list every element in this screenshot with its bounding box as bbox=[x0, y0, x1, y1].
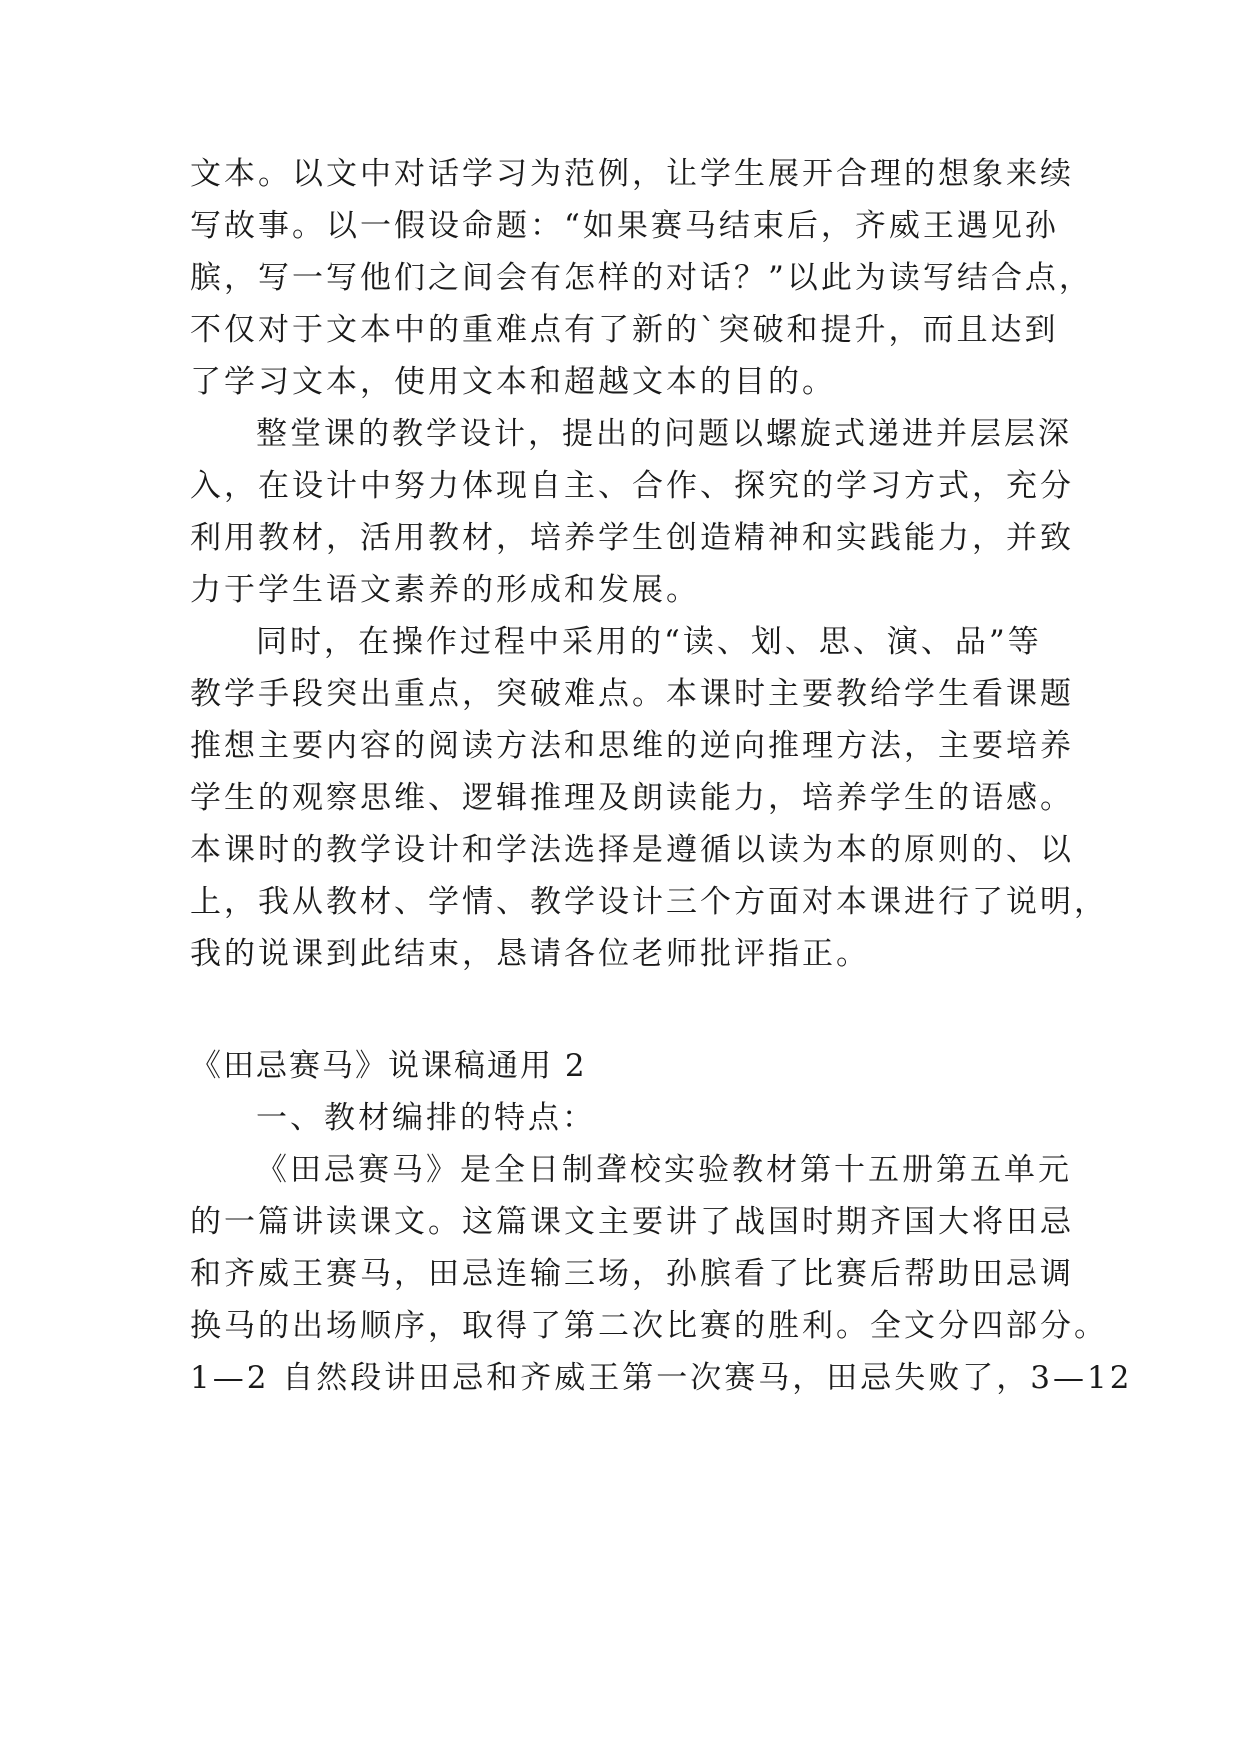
text-line: 和齐威王赛马，田忌连输三场，孙膑看了比赛后帮助田忌调 bbox=[190, 1256, 1074, 1292]
text-line: 入，在设计中努力体现自主、合作、探究的学习方式，充分 bbox=[190, 468, 1074, 504]
text-line: 力于学生语文素养的形成和发展。 bbox=[190, 572, 700, 608]
text-line: 了学习文本，使用文本和超越文本的目的。 bbox=[190, 364, 836, 400]
text-line: 写故事。以一假设命题：“如果赛马结束后，齐威王遇见孙 bbox=[190, 208, 1059, 244]
text-line: 学生的观察思维、逻辑推理及朗读能力，培养学生的语感。 bbox=[190, 780, 1074, 816]
text-line: 教学手段突出重点，突破难点。本课时主要教给学生看课题 bbox=[190, 676, 1074, 712]
text-line: 换马的出场顺序，取得了第二次比赛的胜利。全文分四部分。 bbox=[190, 1308, 1108, 1344]
text-line: 的一篇讲读课文。这篇课文主要讲了战国时期齐国大将田忌 bbox=[190, 1204, 1074, 1240]
section-heading: 一、教材编排的特点： bbox=[256, 1100, 596, 1136]
document-page bbox=[190, 148, 1133, 1404]
paragraph-methods bbox=[190, 616, 1108, 980]
text-line: 同时，在操作过程中采用的“读、划、思、演、品”等 bbox=[256, 624, 1042, 660]
text-line: 文本。以文中对话学习为范例，让学生展开合理的想象来续 bbox=[190, 156, 1074, 192]
text-line: 利用教材，活用教材，培养学生创造精神和实践能力，并致 bbox=[190, 520, 1074, 556]
text-line: 不仅对于文本中的重难点有了新的`突破和提升，而且达到 bbox=[190, 312, 1059, 348]
text-line: 整堂课的教学设计，提出的问题以螺旋式递进并层层深 bbox=[256, 416, 1072, 452]
text-line: 推想主要内容的阅读方法和思维的逆向推理方法，主要培养 bbox=[190, 728, 1074, 764]
paragraph-teaching-design bbox=[190, 408, 1074, 616]
paragraph-continuation bbox=[190, 148, 1093, 408]
text-line: 膑，写一写他们之间会有怎样的对话？”以此为读写结合点， bbox=[190, 260, 1093, 296]
paragraph-textbook bbox=[190, 1144, 1133, 1404]
text-line: 1—2 自然段讲田忌和齐威王第一次赛马，田忌失败了，3—12 bbox=[190, 1360, 1133, 1396]
text-line: 本课时的教学设计和学法选择是遵循以读为本的原则的、以 bbox=[190, 832, 1074, 868]
section-title: 《田忌赛马》说课稿通用 2 bbox=[190, 1048, 587, 1084]
text-line: 《田忌赛马》是全日制聋校实验教材第十五册第五单元 bbox=[256, 1152, 1072, 1188]
text-line: 上，我从教材、学情、教学设计三个方面对本课进行了说明， bbox=[190, 884, 1108, 920]
text-line: 我的说课到此结束，恳请各位老师批评指正。 bbox=[190, 936, 870, 972]
